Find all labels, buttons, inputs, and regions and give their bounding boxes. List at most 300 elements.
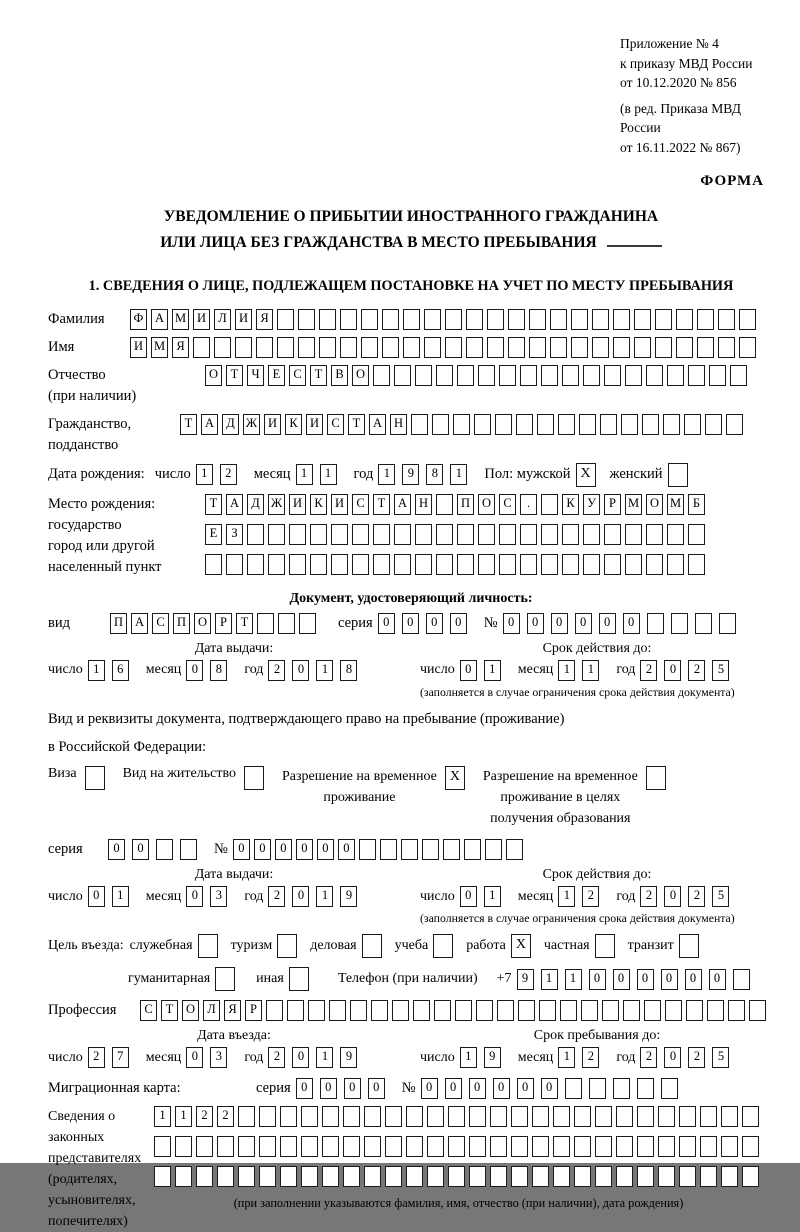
char-box[interactable]: [637, 1136, 654, 1157]
char-box[interactable]: [289, 554, 306, 575]
char-box[interactable]: [464, 839, 481, 860]
male-checkbox[interactable]: [576, 463, 600, 487]
char-box[interactable]: [595, 1136, 612, 1157]
char-box[interactable]: Я: [256, 309, 273, 330]
char-box[interactable]: [679, 1136, 696, 1157]
char-box[interactable]: [700, 1166, 717, 1187]
char-box[interactable]: [490, 1136, 507, 1157]
char-box[interactable]: 1: [582, 660, 599, 681]
char-box[interactable]: [667, 554, 684, 575]
char-box[interactable]: [668, 463, 688, 487]
phone-boxes[interactable]: [517, 969, 757, 990]
char-box[interactable]: [322, 1136, 339, 1157]
char-box[interactable]: 0: [623, 613, 640, 634]
char-box[interactable]: [613, 1078, 630, 1099]
char-box[interactable]: [574, 1166, 591, 1187]
temp-residence-checkbox[interactable]: [445, 766, 469, 790]
char-box[interactable]: 2: [217, 1106, 234, 1127]
char-box[interactable]: [581, 1000, 598, 1021]
char-box[interactable]: [679, 1166, 696, 1187]
char-box[interactable]: И: [289, 494, 306, 515]
char-box[interactable]: С: [327, 414, 344, 435]
char-box[interactable]: [448, 1166, 465, 1187]
char-box[interactable]: Д: [222, 414, 239, 435]
char-box[interactable]: 2: [220, 464, 237, 485]
char-box[interactable]: [679, 934, 699, 958]
char-box[interactable]: Т: [226, 365, 243, 386]
char-box[interactable]: [238, 1136, 255, 1157]
char-box[interactable]: [595, 934, 615, 958]
char-box[interactable]: 1: [484, 886, 501, 907]
char-box[interactable]: [411, 414, 428, 435]
char-box[interactable]: 0: [402, 613, 419, 634]
representatives-row3-boxes[interactable]: [154, 1166, 763, 1187]
char-box[interactable]: З: [226, 524, 243, 545]
char-box[interactable]: 0: [254, 839, 271, 860]
char-box[interactable]: [361, 337, 378, 358]
visa-checkbox[interactable]: [85, 766, 109, 790]
char-box[interactable]: Т: [236, 613, 253, 634]
char-box[interactable]: 1: [112, 886, 129, 907]
char-box[interactable]: М: [151, 337, 168, 358]
char-box[interactable]: [604, 554, 621, 575]
char-box[interactable]: [238, 1166, 255, 1187]
char-box[interactable]: 9: [402, 464, 419, 485]
char-box[interactable]: [604, 365, 621, 386]
char-box[interactable]: [487, 309, 504, 330]
residence-number-boxes[interactable]: [233, 839, 527, 860]
char-box[interactable]: С: [499, 494, 516, 515]
char-box[interactable]: Ч: [247, 365, 264, 386]
purpose-other-checkbox[interactable]: [289, 967, 313, 991]
char-box[interactable]: 0: [132, 839, 149, 860]
entry-month[interactable]: [186, 1047, 234, 1068]
char-box[interactable]: Р: [245, 1000, 262, 1021]
char-box[interactable]: [719, 613, 736, 634]
char-box[interactable]: Т: [205, 494, 222, 515]
char-box[interactable]: [422, 839, 439, 860]
char-box[interactable]: С: [152, 613, 169, 634]
purpose-private-checkbox[interactable]: [595, 934, 619, 958]
char-box[interactable]: О: [182, 1000, 199, 1021]
char-box[interactable]: 0: [664, 886, 681, 907]
char-box[interactable]: [469, 1166, 486, 1187]
char-box[interactable]: [247, 524, 264, 545]
char-box[interactable]: [373, 524, 390, 545]
char-box[interactable]: [520, 365, 537, 386]
char-box[interactable]: [695, 613, 712, 634]
char-box[interactable]: 1: [558, 1047, 575, 1068]
char-box[interactable]: [508, 337, 525, 358]
char-box[interactable]: 9: [340, 886, 357, 907]
char-box[interactable]: [718, 309, 735, 330]
char-box[interactable]: А: [226, 494, 243, 515]
char-box[interactable]: [436, 554, 453, 575]
char-box[interactable]: [537, 414, 554, 435]
entry-day[interactable]: [88, 1047, 136, 1068]
char-box[interactable]: [436, 524, 453, 545]
char-box[interactable]: [364, 1136, 381, 1157]
char-box[interactable]: [709, 365, 726, 386]
char-box[interactable]: [424, 337, 441, 358]
char-box[interactable]: 0: [664, 660, 681, 681]
char-box[interactable]: [560, 1000, 577, 1021]
char-box[interactable]: [415, 524, 432, 545]
char-box[interactable]: [466, 337, 483, 358]
char-box[interactable]: 0: [460, 660, 477, 681]
char-box[interactable]: С: [140, 1000, 157, 1021]
char-box[interactable]: Л: [203, 1000, 220, 1021]
char-box[interactable]: [487, 337, 504, 358]
char-box[interactable]: [637, 1166, 654, 1187]
char-box[interactable]: [506, 839, 523, 860]
char-box[interactable]: [298, 309, 315, 330]
char-box[interactable]: [730, 365, 747, 386]
char-box[interactable]: 0: [292, 660, 309, 681]
char-box[interactable]: [671, 613, 688, 634]
char-box[interactable]: [571, 337, 588, 358]
char-box[interactable]: 0: [186, 1047, 203, 1068]
char-box[interactable]: 1: [316, 1047, 333, 1068]
char-box[interactable]: [532, 1166, 549, 1187]
char-box[interactable]: [667, 365, 684, 386]
identity-number-boxes[interactable]: [503, 613, 743, 634]
char-box[interactable]: 1: [88, 660, 105, 681]
char-box[interactable]: [497, 1000, 514, 1021]
char-box[interactable]: О: [352, 365, 369, 386]
char-box[interactable]: .: [520, 494, 537, 515]
residence-issue-day[interactable]: [88, 886, 136, 907]
char-box[interactable]: [466, 309, 483, 330]
char-box[interactable]: [495, 414, 512, 435]
char-box[interactable]: Б: [688, 494, 705, 515]
char-box[interactable]: [676, 337, 693, 358]
char-box[interactable]: [499, 524, 516, 545]
char-box[interactable]: [259, 1106, 276, 1127]
char-box[interactable]: [721, 1136, 738, 1157]
char-box[interactable]: [362, 934, 382, 958]
char-box[interactable]: [721, 1106, 738, 1127]
char-box[interactable]: [726, 414, 743, 435]
char-box[interactable]: [574, 1106, 591, 1127]
char-box[interactable]: [688, 524, 705, 545]
char-box[interactable]: [415, 554, 432, 575]
residence-series-boxes[interactable]: [108, 839, 204, 860]
char-box[interactable]: [541, 365, 558, 386]
purpose-work-checkbox[interactable]: [511, 934, 535, 958]
char-box[interactable]: [595, 1166, 612, 1187]
char-box[interactable]: X: [445, 766, 465, 790]
char-box[interactable]: Е: [205, 524, 222, 545]
char-box[interactable]: 0: [517, 1078, 534, 1099]
char-box[interactable]: 1: [484, 660, 501, 681]
char-box[interactable]: [217, 1166, 234, 1187]
char-box[interactable]: 8: [426, 464, 443, 485]
char-box[interactable]: [553, 1136, 570, 1157]
stay-year[interactable]: [640, 1047, 736, 1068]
char-box[interactable]: [436, 365, 453, 386]
char-box[interactable]: 1: [316, 660, 333, 681]
char-box[interactable]: [686, 1000, 703, 1021]
identity-valid-year[interactable]: [640, 660, 736, 681]
char-box[interactable]: Т: [180, 414, 197, 435]
char-box[interactable]: В: [331, 365, 348, 386]
char-box[interactable]: [520, 554, 537, 575]
char-box[interactable]: [244, 766, 264, 790]
char-box[interactable]: О: [205, 365, 222, 386]
char-box[interactable]: [85, 766, 105, 790]
char-box[interactable]: [280, 1136, 297, 1157]
char-box[interactable]: [644, 1000, 661, 1021]
char-box[interactable]: [301, 1106, 318, 1127]
char-box[interactable]: 1: [175, 1106, 192, 1127]
char-box[interactable]: [350, 1000, 367, 1021]
char-box[interactable]: [579, 414, 596, 435]
identity-issue-month[interactable]: [186, 660, 234, 681]
char-box[interactable]: [707, 1000, 724, 1021]
char-box[interactable]: [647, 613, 664, 634]
char-box[interactable]: С: [352, 494, 369, 515]
char-box[interactable]: 0: [661, 969, 678, 990]
char-box[interactable]: [385, 1106, 402, 1127]
char-box[interactable]: 2: [640, 886, 657, 907]
char-box[interactable]: [406, 1106, 423, 1127]
char-box[interactable]: [382, 309, 399, 330]
char-box[interactable]: 0: [296, 1078, 313, 1099]
char-box[interactable]: [403, 309, 420, 330]
citizenship-boxes[interactable]: [180, 414, 747, 435]
char-box[interactable]: 9: [484, 1047, 501, 1068]
char-box[interactable]: [589, 1078, 606, 1099]
char-box[interactable]: [655, 337, 672, 358]
char-box[interactable]: Н: [390, 414, 407, 435]
char-box[interactable]: И: [264, 414, 281, 435]
char-box[interactable]: [655, 309, 672, 330]
char-box[interactable]: 0: [527, 613, 544, 634]
char-box[interactable]: Я: [224, 1000, 241, 1021]
char-box[interactable]: [445, 309, 462, 330]
char-box[interactable]: 1: [558, 886, 575, 907]
char-box[interactable]: [448, 1106, 465, 1127]
char-box[interactable]: [427, 1106, 444, 1127]
char-box[interactable]: [613, 337, 630, 358]
female-checkbox[interactable]: [668, 463, 692, 487]
char-box[interactable]: [646, 554, 663, 575]
migration-number-boxes[interactable]: [421, 1078, 685, 1099]
identity-valid-day[interactable]: [460, 660, 508, 681]
char-box[interactable]: [499, 365, 516, 386]
char-box[interactable]: [553, 1106, 570, 1127]
char-box[interactable]: 1: [154, 1106, 171, 1127]
char-box[interactable]: Д: [247, 494, 264, 515]
char-box[interactable]: [592, 309, 609, 330]
char-box[interactable]: [343, 1136, 360, 1157]
stay-month[interactable]: [558, 1047, 606, 1068]
char-box[interactable]: [583, 365, 600, 386]
identity-issue-day[interactable]: [88, 660, 136, 681]
char-box[interactable]: 8: [210, 660, 227, 681]
char-box[interactable]: 1: [460, 1047, 477, 1068]
char-box[interactable]: [259, 1136, 276, 1157]
char-box[interactable]: К: [562, 494, 579, 515]
birth-day-boxes[interactable]: [196, 464, 244, 485]
char-box[interactable]: [457, 524, 474, 545]
char-box[interactable]: [352, 524, 369, 545]
char-box[interactable]: [721, 1166, 738, 1187]
char-box[interactable]: [474, 414, 491, 435]
char-box[interactable]: [532, 1136, 549, 1157]
char-box[interactable]: [268, 554, 285, 575]
char-box[interactable]: [278, 613, 295, 634]
char-box[interactable]: [175, 1136, 192, 1157]
char-box[interactable]: 6: [112, 660, 129, 681]
char-box[interactable]: [364, 1106, 381, 1127]
char-box[interactable]: [616, 1106, 633, 1127]
identity-issue-year[interactable]: [268, 660, 364, 681]
residence-valid-month[interactable]: [558, 886, 606, 907]
char-box[interactable]: [637, 1106, 654, 1127]
char-box[interactable]: [301, 1136, 318, 1157]
char-box[interactable]: [205, 554, 222, 575]
char-box[interactable]: [539, 1000, 556, 1021]
char-box[interactable]: [516, 414, 533, 435]
char-box[interactable]: [646, 766, 666, 790]
char-box[interactable]: 0: [637, 969, 654, 990]
birth-month-boxes[interactable]: [296, 464, 344, 485]
char-box[interactable]: О: [478, 494, 495, 515]
residence-permit-checkbox[interactable]: [244, 766, 268, 790]
char-box[interactable]: [298, 337, 315, 358]
char-box[interactable]: А: [151, 309, 168, 330]
char-box[interactable]: [217, 1136, 234, 1157]
purpose-tourism-checkbox[interactable]: [277, 934, 301, 958]
char-box[interactable]: [280, 1106, 297, 1127]
char-box[interactable]: 0: [317, 839, 334, 860]
char-box[interactable]: Ж: [243, 414, 260, 435]
char-box[interactable]: [697, 337, 714, 358]
char-box[interactable]: [266, 1000, 283, 1021]
identity-valid-month[interactable]: [558, 660, 606, 681]
char-box[interactable]: [424, 309, 441, 330]
char-box[interactable]: [280, 1166, 297, 1187]
char-box[interactable]: [319, 309, 336, 330]
char-box[interactable]: 0: [292, 1047, 309, 1068]
char-box[interactable]: [532, 1106, 549, 1127]
char-box[interactable]: [625, 365, 642, 386]
char-box[interactable]: Т: [310, 365, 327, 386]
char-box[interactable]: [340, 309, 357, 330]
char-box[interactable]: [688, 365, 705, 386]
char-box[interactable]: 3: [210, 886, 227, 907]
char-box[interactable]: [340, 337, 357, 358]
char-box[interactable]: [511, 1166, 528, 1187]
char-box[interactable]: [625, 554, 642, 575]
char-box[interactable]: [436, 494, 453, 515]
char-box[interactable]: [616, 1166, 633, 1187]
char-box[interactable]: [268, 524, 285, 545]
char-box[interactable]: 0: [460, 886, 477, 907]
char-box[interactable]: Л: [214, 309, 231, 330]
char-box[interactable]: 7: [112, 1047, 129, 1068]
char-box[interactable]: [478, 365, 495, 386]
char-box[interactable]: [415, 365, 432, 386]
char-box[interactable]: 2: [688, 660, 705, 681]
char-box[interactable]: [742, 1106, 759, 1127]
char-box[interactable]: [215, 967, 235, 991]
char-box[interactable]: [394, 524, 411, 545]
char-box[interactable]: [646, 365, 663, 386]
char-box[interactable]: [718, 337, 735, 358]
char-box[interactable]: 0: [426, 613, 443, 634]
char-box[interactable]: [558, 414, 575, 435]
char-box[interactable]: Я: [172, 337, 189, 358]
char-box[interactable]: X: [576, 463, 596, 487]
char-box[interactable]: 0: [275, 839, 292, 860]
residence-valid-year[interactable]: [640, 886, 736, 907]
char-box[interactable]: [665, 1000, 682, 1021]
stay-day[interactable]: [460, 1047, 508, 1068]
char-box[interactable]: [697, 309, 714, 330]
char-box[interactable]: [469, 1106, 486, 1127]
char-box[interactable]: [562, 524, 579, 545]
char-box[interactable]: 2: [88, 1047, 105, 1068]
char-box[interactable]: 0: [613, 969, 630, 990]
char-box[interactable]: [310, 554, 327, 575]
char-box[interactable]: [277, 337, 294, 358]
char-box[interactable]: [448, 1136, 465, 1157]
char-box[interactable]: [684, 414, 701, 435]
char-box[interactable]: [382, 337, 399, 358]
char-box[interactable]: [373, 554, 390, 575]
char-box[interactable]: 0: [296, 839, 313, 860]
char-box[interactable]: П: [110, 613, 127, 634]
char-box[interactable]: [193, 337, 210, 358]
char-box[interactable]: [433, 934, 453, 958]
char-box[interactable]: 0: [292, 886, 309, 907]
char-box[interactable]: [385, 1166, 402, 1187]
char-box[interactable]: [583, 524, 600, 545]
char-box[interactable]: [508, 309, 525, 330]
char-box[interactable]: 0: [575, 613, 592, 634]
patronymic-boxes[interactable]: [205, 365, 751, 386]
char-box[interactable]: И: [306, 414, 323, 435]
char-box[interactable]: Р: [215, 613, 232, 634]
char-box[interactable]: [490, 1166, 507, 1187]
char-box[interactable]: 0: [368, 1078, 385, 1099]
char-box[interactable]: [299, 613, 316, 634]
char-box[interactable]: [616, 1136, 633, 1157]
char-box[interactable]: [406, 1136, 423, 1157]
char-box[interactable]: 0: [541, 1078, 558, 1099]
char-box[interactable]: 0: [664, 1047, 681, 1068]
char-box[interactable]: О: [646, 494, 663, 515]
char-box[interactable]: Н: [415, 494, 432, 515]
char-box[interactable]: [289, 967, 309, 991]
char-box[interactable]: 0: [450, 613, 467, 634]
char-box[interactable]: [700, 1106, 717, 1127]
char-box[interactable]: [574, 1136, 591, 1157]
char-box[interactable]: 1: [378, 464, 395, 485]
char-box[interactable]: 9: [517, 969, 534, 990]
char-box[interactable]: [613, 309, 630, 330]
surname-boxes[interactable]: [130, 309, 760, 330]
char-box[interactable]: [259, 1166, 276, 1187]
char-box[interactable]: [371, 1000, 388, 1021]
purpose-study-checkbox[interactable]: [433, 934, 457, 958]
char-box[interactable]: Ж: [268, 494, 285, 515]
char-box[interactable]: 0: [320, 1078, 337, 1099]
char-box[interactable]: 0: [233, 839, 250, 860]
